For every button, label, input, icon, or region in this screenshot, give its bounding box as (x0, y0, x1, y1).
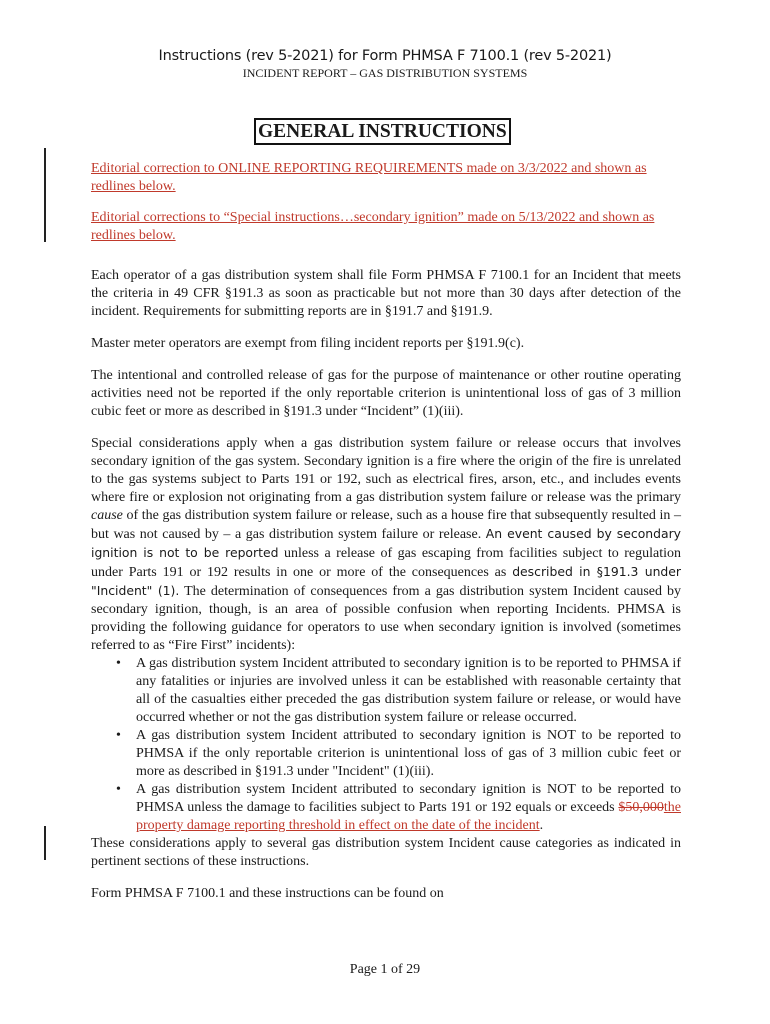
revision-bar (44, 148, 46, 242)
header-subtitle: INCIDENT REPORT – GAS DISTRIBUTION SYSTEMS (242, 66, 528, 80)
text-run: The determination of consequences from a gas distribution system Incident caused by secondary ignition, though, is an area of possible confusion when reporting Incidents. PHMSA is providing the following guidance for operators to use when secondary ignition is involved (sometimes referred to as “Fire First” incidents): (91, 584, 682, 653)
paragraph-secondary-ignition (91, 435, 681, 655)
text-run-sans: An event caused by secondary ignition is not to be reported (91, 526, 682, 560)
paragraph: These considerations apply to several gas distribution system Incident cause categories as indicated in pertinent sections of these instructions. (91, 836, 681, 869)
page-number: Page 1 of 29 (349, 962, 421, 977)
text-run: of the gas distribution system failure or release, such as a house fire that subsequently resulted in – but was not caused by – a gas distribution system failure or release. (91, 508, 681, 542)
paragraph: Form PHMSA F 7100.1 and these instructions can be found on (91, 886, 444, 901)
editorial-note: Editorial corrections to “Special instructions…secondary ignition” made on 5/13/2022 and shown as redlines below. (91, 210, 655, 243)
paragraph: Each operator of a gas distribution system shall file Form PHMSA F 7100.1 for an Incident that meets the criteria in 49 CFR §191.3 as soon as practicable but not more than 30 days after detection of the incident. Requirements for submitting reports are in §191.7 and §191.9. (91, 268, 681, 319)
list-item: • A gas distribution system Incident attributed to secondary ignition is to be reported to PHMSA if any fatalities or injuries are involved unless it can be established with reasonable certainty that all of the casualties either preceded the gas distribution system failure or release, or would have occurred whether or not the gas distribution system failure or release occurred. (136, 655, 681, 727)
list-item: • A gas distribution system Incident attributed to secondary ignition is NOT to be reported to PHMSA if the only reportable criterion is unintentional loss of gas of 3 million cubic feet or more as described in §191.3 under "Incident" (1)(iii). (136, 727, 681, 781)
text-run: Special considerations apply when a gas distribution system failure or release occurs that involves secondary ignition of the gas system. Secondary ignition is a fire where the origin of the fire is unrelated to the gas systems subject to Parts 191 or 192, such as electrical fires, arson, etc., and includes events where fire or explosion not originating from a gas distribution system failure or release was the primary (91, 436, 681, 505)
inserted-text: the property damage reporting threshold in effect on the date of the incident (136, 800, 681, 833)
text-run: unless a release of gas escaping from facilities subject to regulation under Parts 191 or 192 results in one or more of the consequences as (91, 546, 682, 580)
document-body (91, 160, 681, 903)
page-title: GENERAL INSTRUCTIONS (254, 118, 511, 145)
guidance-list (91, 655, 681, 835)
header-form-title: Instructions (rev 5-2021) for Form PHMSA F 7100.1 (rev 5-2021) (158, 48, 612, 64)
text-run-italic: cause (91, 508, 123, 523)
text-run: A gas distribution system Incident attributed to secondary ignition is NOT to be reported to PHMSA unless the damage to facilities subject to Parts 191 or 192 equals or exceeds (136, 782, 681, 815)
text-run-sans: described in §191.3 under "Incident" (1). (91, 564, 682, 598)
deleted-text: $50,000 (618, 800, 664, 815)
paragraph: Master meter operators are exempt from filing incident reports per §191.9(c). (91, 336, 525, 351)
editorial-note: Editorial correction to ONLINE REPORTING REQUIREMENTS made on 3/3/2022 and shown as redlines below. (91, 161, 647, 194)
list-item (136, 781, 681, 835)
text-run: . (539, 818, 544, 833)
revision-bar (44, 826, 46, 860)
paragraph: The intentional and controlled release of gas for the purpose of maintenance or other routine operating activities need not be reported if the only reportable criterion is unintentional loss of gas of 3 million cubic feet or more as described in §191.3 under “Incident” (1)(iii). (91, 368, 681, 419)
